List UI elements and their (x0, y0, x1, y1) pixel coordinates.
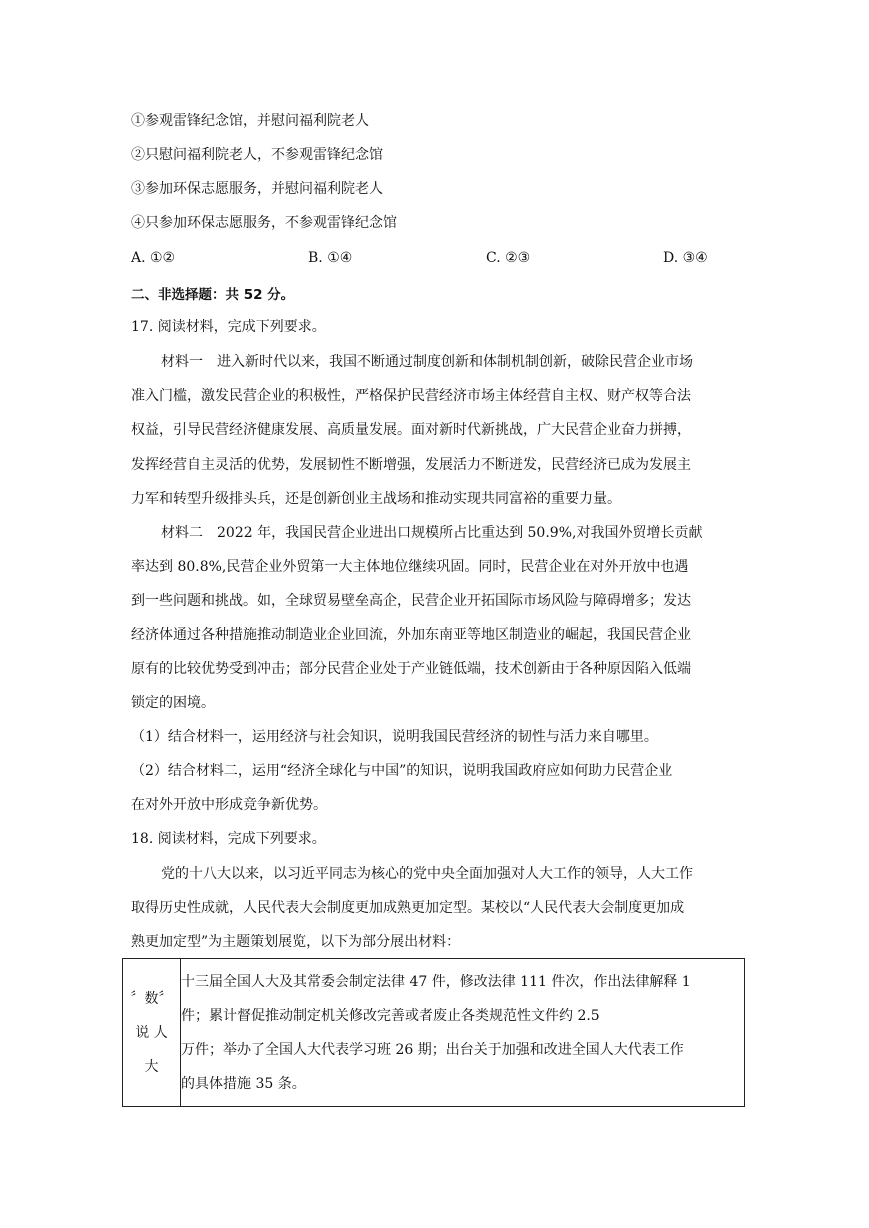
table-content-line: 十三届全国人大及其常委会制定法律 47 件，修改法律 111 件次，作出法律解释 1 (181, 973, 691, 990)
q18-stem: 18. 阅读材料，完成下列要求。 (131, 831, 326, 847)
option-a: A. ①② (131, 250, 176, 266)
q17-material1-line: 力军和转型升级排头兵，还是创新创业主战场和推动实现共同富裕的重要力量。 (131, 491, 621, 507)
table-content-line: 的具体措施 35 条。 (181, 1075, 306, 1092)
q17-requirement-1: （1）结合材料一，运用经济与社会知识，说明我国民营经济的韧性与活力来自哪里。 (131, 729, 658, 745)
q17-material2-line: 率达到 80.8%,民营企业外贸第一大主体地位继续巩固。同时，民营企业在对外开放中也遇 (131, 559, 689, 575)
q17-material2-line: 到一些问题和挑战。如，全球贸易壁垒高企，民营企业开拓国际市场风险与障碍增多；发达 (131, 593, 691, 609)
q17-material1-line: 发挥经营自主灵活的优势，发展韧性不断增强，发展活力不断迸发，民营经济已成为发展主 (131, 457, 691, 473)
q17-material2-line: 材料二 2022 年，我国民营企业进出口规模所占比重达到 50.9%,对我国外贸增长贡献 (161, 525, 703, 541)
q18-intro-line: 党的十八大以来，以习近平同志为核心的党中央全面加强对人大工作的领导，人大工作 (161, 866, 693, 882)
table-row-header-line: 〞数〞 (130, 990, 173, 1007)
q17-requirement-2-line: （2）结合材料二，运用“经济全球化与中国”的知识，说明我国政府应如何助力民营企业 (131, 763, 673, 779)
section-heading: 二、非选择题：共 52 分。 (131, 287, 295, 303)
q17-material1-line: 准入门槛，激发民营企业的积极性，严格保护民营经济市场主体经营自主权、财产权等合法 (131, 388, 691, 404)
statement-1: ①参观雷锋纪念馆，并慰问福利院老人 (131, 113, 369, 129)
table-row-header-line: 说 人 (135, 1024, 168, 1041)
table-content-line: 件；累计督促推动制定机关修改完善或者废止各类规范性文件约 2.5 (181, 1007, 600, 1024)
statement-4: ④只参加环保志愿服务，不参观雷锋纪念馆 (131, 215, 397, 231)
table-row-header-line: 大 (144, 1058, 159, 1075)
q17-requirement-2-line: 在对外开放中形成竞争新优势。 (131, 797, 327, 813)
q17-material2-line: 原有的比较优势受到冲击；部分民营企业处于产业链低端，技术创新由于各种原因陷入低端 (131, 661, 691, 677)
table-row-header (123, 959, 181, 1107)
table-content-line: 万件；举办了全国人大代表学习班 26 期；出台关于加强和改进全国人大代表工作 (181, 1041, 684, 1058)
option-c: C. ②③ (486, 250, 531, 266)
exhibit-table (122, 958, 745, 1107)
option-b: B. ①④ (308, 250, 353, 266)
q17-material1-line: 权益，引导民营经济健康发展、高质量发展。面对新时代新挑战，广大民营企业奋力拼搏， (131, 422, 691, 438)
statement-3: ③参加环保志愿服务，并慰问福利院老人 (131, 181, 383, 197)
q17-material1-line: 材料一 进入新时代以来，我国不断通过制度创新和体制机制创新，破除民营企业市场 (161, 354, 693, 370)
statement-2: ②只慰问福利院老人，不参观雷锋纪念馆 (131, 147, 383, 163)
q18-intro-line: 熟更加定型”为主题策划展览，以下为部分展出材料： (131, 934, 461, 950)
option-d: D. ③④ (663, 250, 708, 266)
q17-material2-line: 锁定的困境。 (131, 695, 215, 711)
q17-material2-line: 经济体通过各种措施推动制造业企业回流，外加东南亚等地区制造业的崛起，我国民营企业 (131, 627, 691, 643)
table-cell-content (181, 959, 745, 1107)
q18-intro-line: 取得历史性成就，人民代表大会制度更加成熟更加定型。某校以“人民代表大会制度更加成 (131, 900, 685, 916)
q17-stem: 17. 阅读材料，完成下列要求。 (131, 319, 326, 335)
table-row (123, 959, 745, 1107)
